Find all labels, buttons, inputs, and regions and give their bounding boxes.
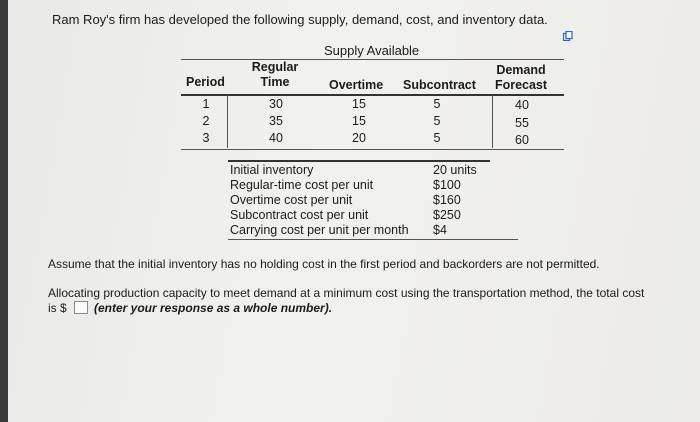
row2-demand: 55 xyxy=(515,116,529,130)
cost-value-subcontract: $250 xyxy=(433,208,461,222)
row2-regular: 35 xyxy=(269,114,283,128)
header-period: Period xyxy=(186,75,225,89)
supply-available-title: Supply Available xyxy=(324,43,420,58)
cost-value-initial-inventory: 20 units xyxy=(433,163,477,177)
header-subcontract: Subcontract xyxy=(403,78,476,92)
question-prefix: is $ xyxy=(48,301,67,315)
question-text: Allocating production capacity to meet demand at a minimum cost using the transportation method, the total cost xyxy=(48,286,645,300)
cost-value-carrying: $4 xyxy=(433,223,447,237)
question-page xyxy=(8,0,700,422)
cost-value-regular-time: $100 xyxy=(433,178,461,192)
cost-label-subcontract: Subcontract cost per unit xyxy=(230,208,369,222)
row2-subcontract: 5 xyxy=(433,114,441,128)
row3-regular: 40 xyxy=(269,131,283,145)
row2-period: 2 xyxy=(202,114,210,128)
table-bottom-rule xyxy=(181,149,564,150)
answer-hint: (enter your response as a whole number). xyxy=(94,301,333,315)
assumption-text: Assume that the initial inventory has no holding cost in the first period and backorders are not permitted. xyxy=(48,257,600,271)
row3-period: 3 xyxy=(202,131,210,145)
cost-label-initial-inventory: Initial inventory xyxy=(230,163,314,177)
header-demand-forecast: Demand Forecast xyxy=(494,63,548,92)
row3-overtime: 20 xyxy=(352,131,366,145)
cost-label-carrying: Carrying cost per unit per month xyxy=(230,223,409,237)
row1-subcontract: 5 xyxy=(433,97,441,111)
row1-period: 1 xyxy=(202,97,210,111)
row3-demand: 60 xyxy=(515,133,529,147)
header-overtime: Overtime xyxy=(329,78,384,92)
row1-demand: 40 xyxy=(515,98,529,112)
copy-icon[interactable] xyxy=(563,31,573,41)
header-regular-time: Regular Time xyxy=(251,60,299,89)
demand-divider xyxy=(492,95,493,148)
cost-top-rule xyxy=(228,160,490,162)
cost-label-regular-time: Regular-time cost per unit xyxy=(230,178,374,192)
header-rule xyxy=(181,94,564,96)
row1-overtime: 15 xyxy=(352,97,366,111)
cost-label-overtime: Overtime cost per unit xyxy=(230,193,353,207)
row3-subcontract: 5 xyxy=(433,131,441,145)
row1-regular: 30 xyxy=(269,97,283,111)
period-divider xyxy=(227,95,228,148)
cost-bottom-rule xyxy=(228,239,518,240)
row2-overtime: 15 xyxy=(352,114,366,128)
intro-text: Ram Roy's firm has developed the following supply, demand, cost, and inventory data. xyxy=(52,12,548,27)
cost-value-overtime: $160 xyxy=(433,193,461,207)
table-top-rule xyxy=(181,59,564,60)
total-cost-answer-input[interactable] xyxy=(74,301,88,314)
